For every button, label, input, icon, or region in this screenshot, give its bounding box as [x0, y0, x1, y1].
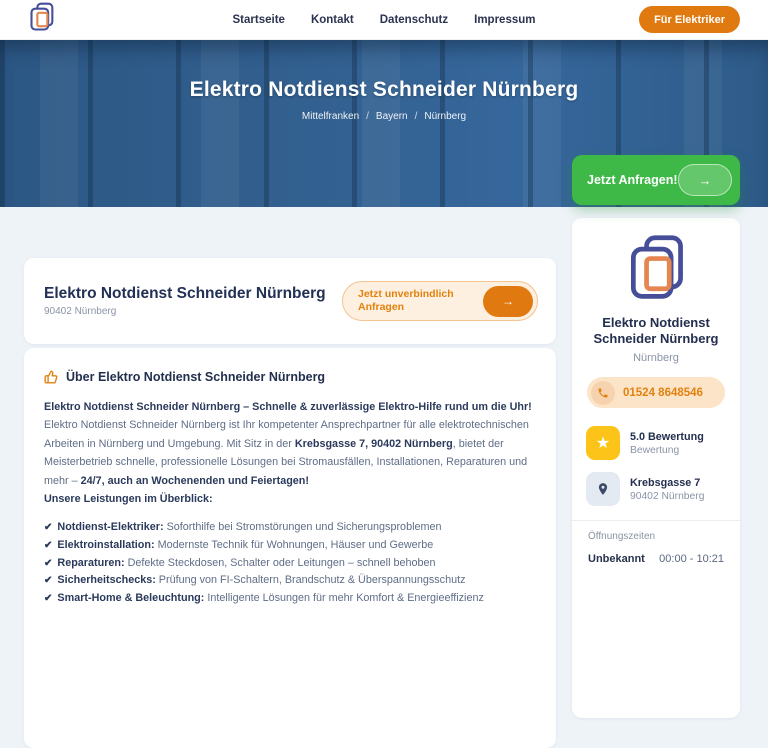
list-item [44, 590, 536, 608]
arrow-right-icon: → [502, 294, 514, 308]
services-list [44, 519, 536, 607]
address-city: 90402 Nürnberg [630, 490, 705, 502]
listing-card-text [44, 285, 326, 317]
service-text: Prüfung von FI-Schaltern, Brandschutz & Überspannungsschutz [155, 574, 466, 587]
business-name [572, 315, 740, 347]
address-row [586, 472, 726, 506]
phone-number: 01524 8648546 [623, 386, 703, 399]
fuer-elektriker-button[interactable]: Für Elektriker [639, 6, 740, 33]
divider [572, 520, 740, 521]
top-nav [0, 0, 768, 40]
cta-line1: Jetzt unverbindlich [358, 287, 454, 300]
business-name-line1: Elektro Notdienst [602, 315, 710, 330]
listing-card [24, 258, 556, 344]
info-rows [572, 426, 740, 506]
service-label: Smart-Home & Beleuchtung: [57, 591, 205, 604]
service-text: Modernste Technik für Wohnungen, Häuser und Gewerbe [154, 539, 434, 552]
unverbindlich-anfragen-button[interactable] [342, 281, 538, 321]
phone-button[interactable] [587, 377, 725, 408]
service-label: Elektroinstallation: [57, 539, 155, 552]
about-heading: Über Elektro Notdienst Schneider Nürnberg [66, 370, 326, 384]
breadcrumb-nuernberg[interactable]: Nürnberg [424, 111, 467, 122]
breadcrumb-separator: / [414, 111, 418, 122]
rating-value: 5.0 Bewertung [630, 430, 704, 443]
service-text: Intelligente Lösungen für mehr Komfort & Energieeffizienz [204, 591, 484, 604]
address-text [630, 476, 704, 503]
breadcrumb-bayern[interactable]: Bayern [375, 111, 408, 122]
list-item [44, 555, 536, 573]
list-item [44, 519, 536, 537]
rating-label: Bewertung [630, 444, 680, 456]
about-intro: Elektro Notdienst Schneider Nürnberg – Schnelle & zuverlässige Elektro-Hilfe rund um die Uhr! [44, 401, 532, 413]
about-card [24, 348, 556, 748]
list-item [44, 572, 536, 590]
business-name-line2: Schneider Nürnberg [593, 331, 719, 346]
breadcrumb [0, 111, 768, 122]
business-city: Nürnberg [633, 352, 679, 364]
check-icon: ✔ [44, 557, 53, 569]
location-pin-icon [586, 472, 620, 506]
phone-icon [591, 381, 615, 405]
list-item [44, 537, 536, 555]
main-nav [233, 14, 536, 26]
about-subheading: Unsere Leistungen im Überblick: [44, 493, 213, 506]
about-paragraph [44, 398, 536, 508]
nav-impressum[interactable]: Impressum [474, 13, 536, 26]
page-title: Elektro Notdienst Schneider Nürnberg [189, 78, 579, 101]
hours-time: 00:00 - 10:21 [659, 553, 724, 565]
breadcrumb-mittelfranken[interactable]: Mittelfranken [301, 111, 360, 122]
jetzt-anfragen-label: Jetzt Anfragen! [587, 173, 678, 187]
check-icon: ✔ [44, 592, 53, 604]
cta-line2: Anfragen [358, 301, 405, 313]
about-address-bold: Krebsgasse 7, 90402 Nürnberg [294, 437, 453, 450]
nav-kontakt[interactable]: Kontakt [310, 13, 354, 26]
hours-row [572, 553, 740, 565]
about-heading-row [44, 370, 536, 384]
listing-subtitle: 90402 Nürnberg [44, 306, 117, 317]
business-sidebar [572, 218, 740, 718]
check-icon: ✔ [44, 522, 53, 534]
unverbindlich-anfragen-label [358, 288, 454, 314]
service-text: Defekte Steckdosen, Schalter oder Leitungen – schnell behoben [124, 556, 436, 569]
jetzt-anfragen-button[interactable] [572, 155, 740, 205]
nav-datenschutz[interactable]: Datenschutz [379, 13, 449, 26]
about-text: Elektro Notdienst Schneider Nürnberg ist Ihr kompetenter Ansprechpartner für alle elektrotechnischen Arbeiten in Nürnberg und Umgebung. Mit Sitz in der [44, 419, 529, 450]
check-icon: ✔ [44, 575, 53, 587]
thumbs-up-icon [44, 370, 58, 384]
star-icon: ★ [586, 426, 620, 460]
service-label: Sicherheitschecks: [57, 574, 156, 587]
arrow-pill [678, 164, 732, 196]
check-icon: ✔ [44, 540, 53, 552]
address-street: Krebsgasse 7 [630, 476, 701, 489]
arrow-pill-orange [483, 286, 533, 317]
rating-text [630, 430, 704, 457]
about-text: , bietet der Meisterbetrieb schnelle, professionelle Lösungen bei Stromausfällen, Installationen, Reparaturen und mehr – [44, 437, 528, 487]
site-logo[interactable] [28, 2, 55, 37]
logo-icon [28, 2, 55, 32]
service-label: Reparaturen: [57, 556, 125, 569]
service-text: Soforthilfe bei Stromstörungen und Sicherungsproblemen [163, 521, 442, 534]
about-247-bold: 24/7, auch an Wochenenden und Feiertagen! [80, 474, 309, 487]
nav-startseite[interactable]: Startseite [232, 13, 285, 26]
breadcrumb-separator: / [366, 111, 369, 122]
arrow-right-icon: → [698, 172, 712, 188]
hours-label: Öffnungszeiten [588, 531, 656, 542]
business-logo-icon [625, 234, 687, 302]
rating-row [586, 426, 726, 460]
listing-title: Elektro Notdienst Schneider Nürnberg [44, 285, 326, 302]
hours-day: Unbekannt [588, 553, 645, 565]
service-label: Notdienst-Elektriker: [57, 521, 164, 534]
